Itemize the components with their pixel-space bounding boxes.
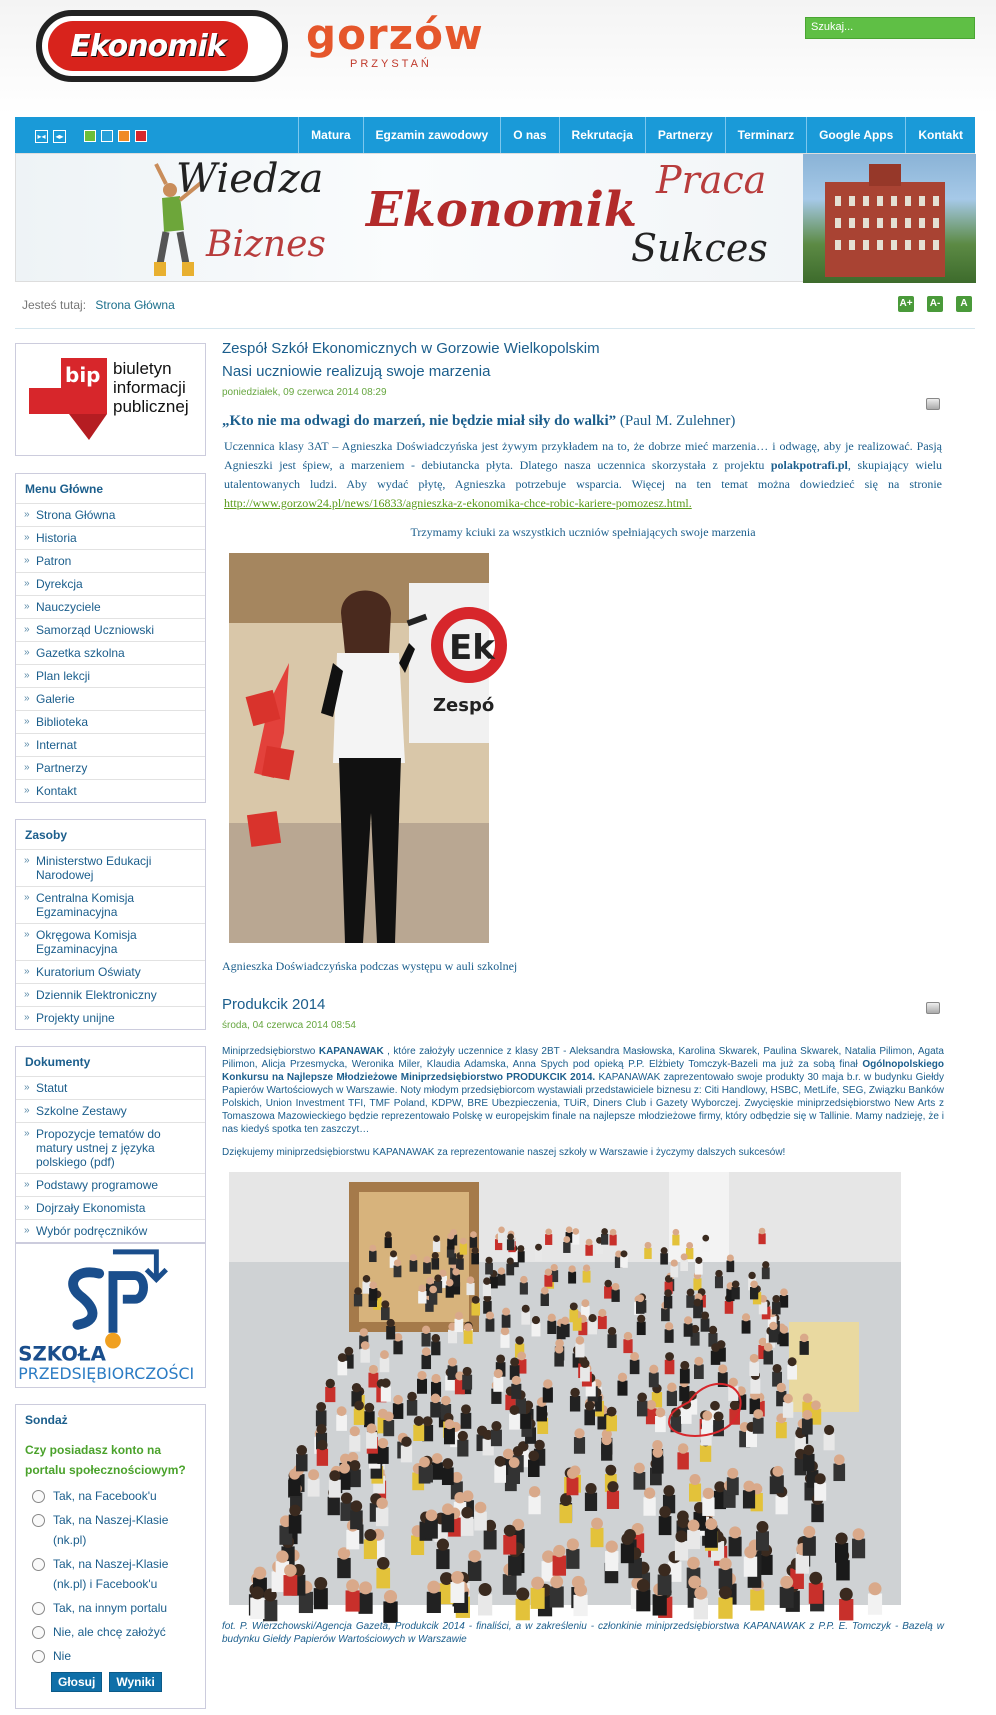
nav-item-kontakt[interactable]: Kontakt	[905, 117, 975, 153]
zasoby-box	[15, 819, 206, 1030]
poll-results-button[interactable]: Wyniki	[109, 1672, 161, 1692]
poll-option[interactable]	[16, 1644, 205, 1668]
banner	[15, 153, 975, 282]
zasoby-item-cke[interactable]: » Centralna Komisja Egzaminacyjna	[16, 886, 205, 923]
zasoby-title: Zasoby	[25, 828, 68, 842]
menu-item-partnerzy[interactable]: » Partnerzy	[16, 756, 205, 779]
bip-line-2: informacji	[113, 378, 186, 397]
finalists-group-photo	[229, 1172, 901, 1605]
print-icon[interactable]	[926, 398, 940, 410]
dokumenty-item-podstawy[interactable]: » Podstawy programowe	[16, 1173, 205, 1196]
nav-item-partnerzy[interactable]: Partnerzy	[645, 117, 725, 153]
school-building-photo	[803, 154, 976, 283]
font-decrease-button[interactable]: A-	[927, 296, 943, 312]
menu-item-gazetka[interactable]: » Gazetka szkolna	[16, 641, 205, 664]
breadcrumb-home-link[interactable]: Strona Główna	[95, 298, 175, 312]
dokumenty-item-dojrzaly[interactable]: » Dojrzały Ekonomista	[16, 1196, 205, 1219]
photo-caption	[222, 1620, 944, 1646]
poll-option[interactable]	[16, 1596, 205, 1620]
nav-item-matura[interactable]: Matura	[298, 117, 362, 153]
poll-option[interactable]	[16, 1620, 205, 1644]
ekonomik-logo[interactable]	[36, 10, 288, 82]
article-quote	[222, 413, 944, 430]
body-text: Uczennica klasy 3AT – Agnieszka Doświadczyńska jest żywym przykładem na to, że dobrze mieć marzenia… i odwagę, aby je realizować. Pasją Agnieszki jest śpiew, a marzeniem - debiutancka płyta. Dlatego nasza uczennica skorzystała z projektu	[224, 439, 942, 472]
menu-item-kontakt[interactable]: » Kontakt	[16, 779, 205, 802]
banner-word-praca: Praca	[656, 158, 767, 202]
body-bold: KAPANAWAK	[318, 1046, 384, 1057]
article-title[interactable]: Nasi uczniowie realizują swoje marzenia	[222, 363, 491, 380]
bip-text	[113, 359, 189, 416]
shrink-width-icon[interactable]: ▸◂	[35, 130, 48, 143]
divider	[15, 328, 975, 329]
expand-width-icon[interactable]: ◂▸	[53, 130, 66, 143]
article-body-thanks: Dziękujemy miniprzedsiębiorstwu KAPANAWAK za reprezentowanie naszej szkoły w Warszawie i życzymy dalszych sukcesów!	[222, 1147, 786, 1158]
main-nav	[15, 117, 975, 153]
bip-line-1: biuletyn	[113, 359, 172, 378]
dokumenty-title: Dokumenty	[25, 1055, 91, 1069]
article-date: poniedziałek, 09 czerwca 2014 08:29	[222, 387, 387, 398]
nav-item-o-nas[interactable]: O nas	[500, 117, 558, 153]
zasoby-item-men[interactable]: » Ministerstwo Edukacji Narodowej	[16, 849, 205, 886]
szkola-przedsiebiorczosci-logo	[16, 1244, 205, 1387]
nav-item-rekrutacja[interactable]: Rekrutacja	[559, 117, 645, 153]
body-bold: Ogólnopolskiego Konkursu na Najlepsze Młodzieżowe Miniprzedsiębiorstwo PRODUKCIK 2014.	[222, 1059, 944, 1083]
banner-word-biznes: Biznes	[206, 224, 326, 265]
menu-item-samorzad[interactable]: » Samorząd Uczniowski	[16, 618, 205, 641]
radio-button[interactable]	[32, 1626, 45, 1639]
article-link[interactable]: http://www.gorzow24.pl/news/16833/agnieszka-z-ekonomika-chce-robic-kariere-pomozesz.html.	[224, 496, 692, 510]
bip-line-3: publicznej	[113, 397, 189, 416]
color-swatch-red[interactable]	[135, 130, 147, 142]
body-text: Miniprzedsiębiorstwo	[222, 1046, 319, 1057]
photo-caption: Agnieszka Doświadczyńska podczas występu w auli szkolnej	[222, 959, 518, 973]
color-swatch-green[interactable]	[84, 130, 96, 142]
szkola-przedsiebiorczosci-banner[interactable]	[15, 1243, 206, 1388]
radio-button[interactable]	[32, 1650, 45, 1663]
print-icon[interactable]	[926, 1002, 940, 1014]
article-title[interactable]: Produkcik 2014	[222, 996, 326, 1013]
menu-item-dyrekcja[interactable]: » Dyrekcja	[16, 572, 205, 595]
body-bold: polakpotrafi.pl	[770, 458, 848, 472]
sp-logo-text-2: PRZEDSIĘBIORCZOŚCI	[18, 1364, 195, 1384]
menu-glowne-box	[15, 473, 206, 803]
caption-text: , Produkcik 2014 - finaliści, a w zakreśleniu - członkinie miniprzedsiębiorstwa KAPANAWAK z P.P. E. Tomczyk - Bazelą w budynku Giełdy Papierów Wartościowych w Warszawie	[222, 1621, 944, 1645]
photo-sign-text: Ek	[449, 628, 495, 668]
gorzow-logo	[306, 12, 536, 92]
menu-glowne-title: Menu Główne	[25, 482, 103, 496]
poll-question: Czy posiadasz konto na portalu społecznościowym?	[25, 1443, 186, 1477]
poll-option[interactable]	[16, 1552, 205, 1596]
search-input[interactable]: Szukaj...	[805, 17, 975, 39]
font-increase-button[interactable]: A+	[898, 296, 914, 312]
nav-item-terminarz[interactable]: Terminarz	[725, 117, 806, 153]
body-text: , skupiający wielu utalentowanych ludzi. Aby wydać płytę, Agnieszka potrzebuje wsparcia. Więcej na ten temat można dowiedzieć się na stronie	[224, 458, 942, 491]
quote-text: „Kto nie ma odwagi do marzeń, nie będzie miał siły do walki”	[222, 413, 617, 429]
header	[0, 0, 996, 115]
sp-logo-text-1: SZKOŁA	[18, 1342, 106, 1366]
dokumenty-item-propozycje[interactable]: » Propozycje tematów do matury ustnej z języka polskiego (pdf)	[16, 1122, 205, 1173]
banner-word-wiedza: Wiedza	[176, 156, 324, 202]
article-body	[222, 437, 944, 513]
body-text: , które założyły uczennice z klasy 2BT - Aleksandra Masłowska, Karolina Skwarek, Paulina Skwarek, Natalia Pilimon, Agata Pilimon, Alicja Przesmycka, Weronika Miler, Klaudia Adamska, Anna Spych pod opieką P.P. Elżbiety Tomczyk-Bazeli ma już za sobą finał	[222, 1046, 944, 1070]
article-body	[222, 1045, 944, 1136]
article-center-line: Trzymamy kciuki za wszystkich uczniów spełniających swoje marzenia	[410, 525, 756, 539]
poll-option-label: Nie, ale chcę założyć	[53, 1625, 166, 1639]
banner-word-ekonomik: Ekonomik	[366, 182, 638, 238]
caption-credit: fot. P. Wierzchowski/Agencja Gazeta	[222, 1621, 389, 1632]
poll-option-label: Tak, na Facebook'u	[53, 1489, 157, 1503]
body-text: KAPANAWAK zaprezentowało swoje produkty 30 maja b.r. w budynku Giełdy Papierów Wartościowych w Warszawie. Noty młodym przedsiębiorcom wystawiali przedstawiciele biznesu z: Citi Handlowy, HSBC, MetLife, SEG, Związku Banków Polskich, Union Investment TFI, TMF Poland, KDPW, BRE Ubezpieczenia, TUiR, Diners Club i Gazety Wyborczej. Zwycięskie miniprzedsiębiorstwo New Arts z Tomaszowa Mazowieckiego będzie reprezentowało Polskę w europejskim finale na najlepsze młodzieżowe firmy, który odbędzie się w Tallinie. Mamy nadzieję, że i nas kiedyś spotka ten zaszczyt…	[222, 1072, 944, 1135]
radio-button[interactable]	[32, 1602, 45, 1615]
radio-button[interactable]	[32, 1514, 45, 1527]
menu-item-plan-lekcji[interactable]: » Plan lekcji	[16, 664, 205, 687]
bip-logo-icon	[29, 358, 107, 440]
font-reset-button[interactable]: A	[956, 296, 972, 312]
poll-option-label: Tak, na innym portalu	[53, 1601, 168, 1615]
zasoby-item-dziennik[interactable]: » Dziennik Elektroniczny	[16, 983, 205, 1006]
nav-menu	[298, 117, 975, 153]
main-content	[222, 340, 944, 1646]
bip-banner[interactable]	[15, 343, 206, 456]
poll-option-label: Tak, na Naszej-Klasie (nk.pl) i Facebook'u	[53, 1557, 169, 1591]
photo-sign-text-2: Zespó	[433, 695, 495, 716]
dokumenty-item-zestawy[interactable]: » Szkolne Zestawy	[16, 1099, 205, 1122]
gorzow-logo-sub: PRZYSTAŃ	[350, 58, 432, 70]
zasoby-item-kuratorium[interactable]: » Kuratorium Oświaty	[16, 960, 205, 983]
menu-item-biblioteka[interactable]: » Biblioteka	[16, 710, 205, 733]
nav-item-google-apps[interactable]: Google Apps	[806, 117, 905, 153]
banner-word-sukces: Sukces	[631, 226, 768, 270]
poll-vote-button[interactable]: Głosuj	[51, 1672, 102, 1692]
dokumenty-item-podreczniki[interactable]: » Wybór podręczników	[16, 1219, 205, 1242]
menu-item-patron[interactable]: » Patron	[16, 549, 205, 572]
nav-item-egzamin-zawodowy[interactable]: Egzamin zawodowy	[363, 117, 501, 153]
menu-item-strona-glowna[interactable]: » Strona Główna	[16, 503, 205, 526]
radio-button[interactable]	[32, 1558, 45, 1571]
poll-option-label: Nie	[53, 1649, 72, 1663]
radio-button[interactable]	[32, 1490, 45, 1503]
zasoby-item-projekty[interactable]: » Projekty unijne	[16, 1006, 205, 1029]
menu-item-galerie[interactable]: » Galerie	[16, 687, 205, 710]
menu-item-nauczyciele[interactable]: » Nauczyciele	[16, 595, 205, 618]
poll-option[interactable]	[16, 1484, 205, 1508]
poll-box	[15, 1404, 206, 1709]
bip-logo-text: bip	[65, 363, 101, 387]
font-size-tools	[898, 296, 972, 312]
gorzow-logo-text: gorzów	[306, 10, 484, 59]
zasoby-item-oke[interactable]: » Okręgowa Komisja Egzaminacyjna	[16, 923, 205, 960]
color-swatch-orange[interactable]	[118, 130, 130, 142]
breadcrumb	[22, 298, 175, 312]
menu-item-internat[interactable]: » Internat	[16, 733, 205, 756]
nav-tools	[35, 130, 147, 143]
poll-title: Sondaż	[25, 1413, 68, 1427]
color-swatch-blue[interactable]	[101, 130, 113, 142]
breadcrumb-label: Jesteś tutaj:	[22, 298, 87, 312]
dokumenty-box	[15, 1046, 206, 1243]
quote-author: (Paul M. Zulehner)	[616, 413, 736, 429]
menu-item-historia[interactable]: » Historia	[16, 526, 205, 549]
article-date: środa, 04 czerwca 2014 08:54	[222, 1020, 356, 1031]
singer-photo	[229, 553, 495, 943]
poll-option-label: Tak, na Naszej-Klasie (nk.pl)	[53, 1513, 169, 1547]
poll-option[interactable]	[16, 1508, 205, 1552]
ekonomik-logo-text: Ekonomik	[70, 28, 226, 64]
site-title: Zespół Szkół Ekonomicznych w Gorzowie Wielkopolskim	[222, 340, 600, 357]
dokumenty-item-statut[interactable]: » Statut	[16, 1076, 205, 1099]
